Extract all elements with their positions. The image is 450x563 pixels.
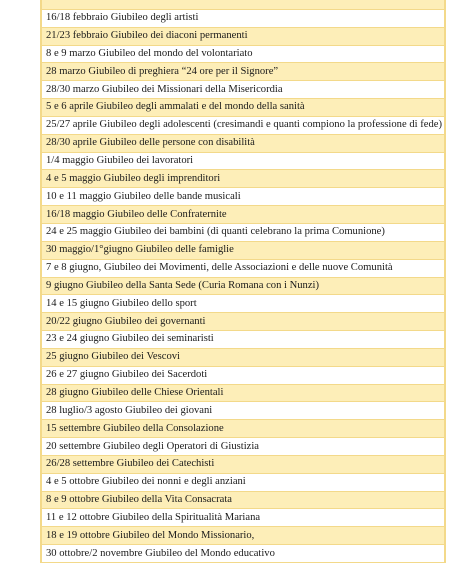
event-cell: 25 giugno Giubileo dei Vescovi — [41, 348, 445, 366]
table-row — [41, 99, 445, 117]
event-cell: 5 e 6 aprile Giubileo degli ammalati e del mondo della sanità — [41, 99, 445, 117]
table-row — [41, 491, 445, 509]
event-cell: 25/27 aprile Giubileo degli adolescenti (cresimandi e quanti compiono la professione di fede) — [41, 116, 445, 134]
table-row — [41, 473, 445, 491]
table-row — [41, 545, 445, 563]
event-cell: 16/18 febbraio Giubileo degli artisti — [41, 9, 445, 27]
table-row — [41, 366, 445, 384]
table-row — [41, 455, 445, 473]
table-row — [41, 63, 445, 81]
event-cell: 30 maggio/1°giugno Giubileo delle famiglie — [41, 241, 445, 259]
event-cell: 7 e 8 giugno, Giubileo dei Movimenti, delle Associazioni e delle nuove Comunità — [41, 259, 445, 277]
table-row — [41, 81, 445, 99]
event-cell: 28/30 marzo Giubileo dei Missionari della Misericordia — [41, 81, 445, 99]
event-cell: 14 e 15 giugno Giubileo dello sport — [41, 295, 445, 313]
table-row — [41, 527, 445, 545]
table-row — [41, 206, 445, 224]
table-row — [41, 27, 445, 45]
table-row — [41, 348, 445, 366]
event-cell: 28 giugno Giubileo delle Chiese Orientali — [41, 384, 445, 402]
table-row — [41, 277, 445, 295]
jubilee-schedule-table — [40, 0, 446, 563]
table-row — [41, 134, 445, 152]
event-cell: 24 e 25 maggio Giubileo dei bambini (di quanti celebrano la prima Comunione) — [41, 223, 445, 241]
table-row — [41, 170, 445, 188]
table-row — [41, 438, 445, 456]
event-cell: 4 e 5 maggio Giubileo degli imprenditori — [41, 170, 445, 188]
table-row — [41, 0, 445, 9]
event-cell: 15 settembre Giubileo della Consolazione — [41, 420, 445, 438]
event-cell: 8 e 9 ottobre Giubileo della Vita Consacrata — [41, 491, 445, 509]
event-cell: 8 e 9 marzo Giubileo del mondo del volontariato — [41, 45, 445, 63]
table-row — [41, 420, 445, 438]
event-cell: 26/28 settembre Giubileo dei Catechisti — [41, 455, 445, 473]
table-row — [41, 152, 445, 170]
table-row — [41, 9, 445, 27]
event-cell: 16/18 maggio Giubileo delle Confraternite — [41, 206, 445, 224]
event-cell: 11 e 12 ottobre Giubileo della Spiritualità Mariana — [41, 509, 445, 527]
event-cell: 28 luglio/3 agosto Giubileo dei giovani — [41, 402, 445, 420]
table-row — [41, 223, 445, 241]
event-cell: 20 settembre Giubileo degli Operatori di Giustizia — [41, 438, 445, 456]
table-row — [41, 259, 445, 277]
event-cell: 10 e 11 maggio Giubileo delle bande musicali — [41, 188, 445, 206]
event-cell: 1/4 maggio Giubileo dei lavoratori — [41, 152, 445, 170]
event-cell: 23 e 24 giugno Giubileo dei seminaristi — [41, 331, 445, 349]
event-cell: 21/23 febbraio Giubileo dei diaconi permanenti — [41, 27, 445, 45]
event-cell: 20/22 giugno Giubileo dei governanti — [41, 313, 445, 331]
event-cell: 28/30 aprile Giubileo delle persone con disabilità — [41, 134, 445, 152]
table-row — [41, 241, 445, 259]
event-cell: 30 ottobre/2 novembre Giubileo del Mondo educativo — [41, 545, 445, 563]
event-cell: 28 marzo Giubileo di preghiera “24 ore per il Signore” — [41, 63, 445, 81]
event-cell — [41, 0, 445, 9]
event-cell: 4 e 5 ottobre Giubileo dei nonni e degli anziani — [41, 473, 445, 491]
table-row — [41, 331, 445, 349]
table-row — [41, 116, 445, 134]
table-row — [41, 384, 445, 402]
table-row — [41, 313, 445, 331]
table-row — [41, 402, 445, 420]
event-cell: 9 giugno Giubileo della Santa Sede (Curia Romana con i Nunzi) — [41, 277, 445, 295]
table-row — [41, 509, 445, 527]
event-cell: 26 e 27 giugno Giubileo dei Sacerdoti — [41, 366, 445, 384]
table-row — [41, 295, 445, 313]
schedule-body — [41, 0, 445, 563]
table-row — [41, 45, 445, 63]
event-cell: 18 e 19 ottobre Giubileo del Mondo Missionario, — [41, 527, 445, 545]
table-row — [41, 188, 445, 206]
